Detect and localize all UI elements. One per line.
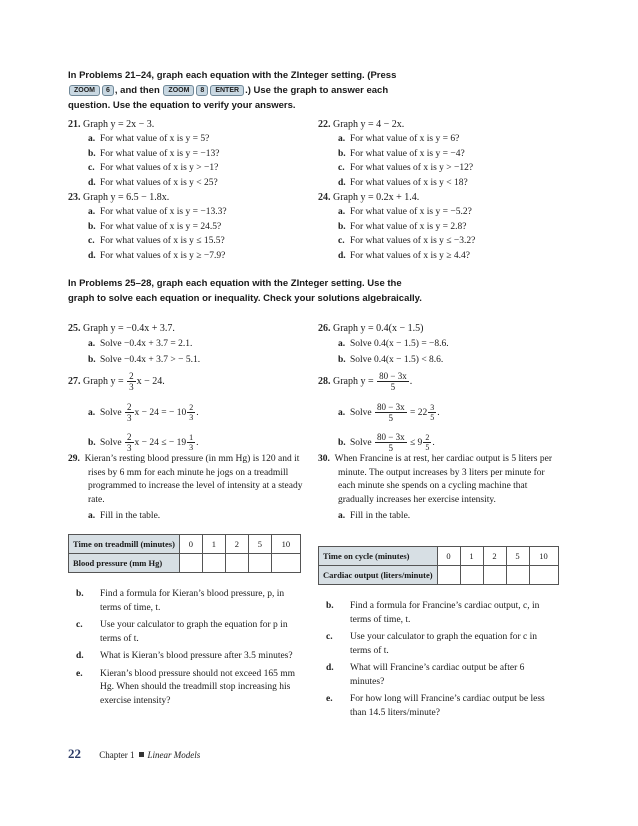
table-cell-blank	[248, 554, 271, 573]
problem-number: 24.	[318, 192, 331, 203]
part-letter: b.	[88, 148, 96, 159]
part-text-mid: x − 24 = − 10	[134, 408, 187, 418]
table-cell: 10	[529, 547, 558, 566]
numerator: 2	[127, 432, 132, 443]
table-cell-blank	[179, 554, 202, 573]
page-number: 22	[68, 746, 81, 761]
part-letter: e.	[76, 668, 83, 679]
problem-number: 28.	[318, 376, 331, 387]
denominator: 5	[390, 382, 396, 393]
problem-text: Graph y = 2x − 3.	[83, 119, 155, 130]
problem-number: 27.	[68, 376, 81, 387]
part-letter: a.	[338, 511, 346, 521]
table-cell-blank	[202, 554, 225, 573]
problem-29	[68, 453, 304, 524]
part-text: For what values of x is y > −12?	[350, 163, 474, 173]
numerator: 2	[189, 403, 194, 413]
part-text: For what values of x is y ≥ −7.9?	[100, 250, 226, 261]
problem-29-parts	[68, 588, 304, 708]
problem-number: 23.	[68, 192, 81, 203]
denominator: 5	[388, 443, 394, 454]
part-text: Solve	[350, 438, 372, 448]
problem-21	[68, 118, 318, 190]
denominator: 3	[189, 413, 194, 423]
part-text: Find a formula for Kieran’s blood pressure, p, in terms of time, t.	[100, 589, 285, 613]
part-text-mid: ≤ 9	[409, 438, 423, 448]
part-text: For what values of x is y ≥ 4.4?	[350, 250, 470, 261]
numerator: 2	[129, 371, 134, 382]
table-cell-blank	[437, 566, 460, 585]
instructions-25-28: In Problems 25–28, graph each equation with the ZInteger setting. Use the graph to solve each equation or inequality. Check your solutions algebraically.	[68, 278, 422, 304]
chapter-label: Chapter 1	[99, 750, 135, 760]
problem-number: 30.	[318, 454, 330, 464]
blood-pressure-table	[68, 534, 301, 573]
table-cell-blank	[483, 566, 506, 585]
fraction	[187, 403, 195, 422]
table-cell: 0	[437, 547, 460, 566]
part-letter: d.	[338, 250, 346, 261]
part-letter: a.	[338, 134, 346, 144]
part-letter: a.	[88, 408, 96, 418]
part-text: Fill in the table.	[100, 511, 161, 521]
part-letter: d.	[338, 177, 346, 188]
part-letter: b.	[76, 589, 84, 599]
part-text-mid: x − 24 ≤ − 19	[134, 438, 187, 448]
problem-number: 25.	[68, 323, 81, 334]
fraction	[125, 432, 134, 453]
part-letter: d.	[88, 250, 96, 261]
part-text: Fill in the table.	[350, 511, 411, 521]
part-text: For what value of x is y = −13.3?	[100, 207, 227, 217]
part-text: For what values of x is y > −1?	[100, 163, 219, 173]
part-letter: d.	[326, 663, 334, 673]
part-text: For what value of x is y = 5?	[100, 134, 210, 144]
problem-26	[318, 322, 568, 368]
part-letter: b.	[338, 148, 346, 159]
numerator: 80 − 3x	[379, 371, 407, 382]
table-cell-blank	[460, 566, 483, 585]
numerator: 80 − 3x	[377, 432, 405, 443]
problem-24	[318, 191, 568, 263]
table-cell: 1	[202, 535, 225, 554]
part-letter: b.	[338, 438, 346, 448]
part-text-end: .	[437, 408, 440, 418]
part-letter: c.	[338, 236, 345, 246]
problem-number: 29.	[68, 454, 80, 464]
fraction	[423, 433, 431, 452]
fraction	[375, 432, 407, 453]
numerator: 2	[425, 433, 430, 443]
part-letter: c.	[76, 620, 83, 630]
part-text: Solve −0.4x + 3.7 > − 5.1.	[100, 355, 201, 365]
part-text: Solve 0.4(x − 1.5) < 8.6.	[350, 355, 444, 365]
numerator: 80 − 3x	[377, 402, 405, 413]
part-text: Solve	[350, 408, 372, 418]
denominator: 5	[425, 443, 430, 453]
table-cell: 0	[179, 535, 202, 554]
table-cell: 5	[506, 547, 529, 566]
part-letter: c.	[338, 163, 345, 173]
part-text: Kieran’s blood pressure should not exceed 165 mm Hg. When should the treadmill stop increasing his exercise intensity?	[100, 668, 295, 706]
problem-text-tail: .	[409, 376, 413, 387]
table-cell-blank	[271, 554, 300, 573]
part-letter: a.	[338, 408, 346, 418]
problem-25	[68, 322, 318, 368]
problem-text: Graph y =	[333, 376, 374, 387]
table-cell: 2	[483, 547, 506, 566]
problem-text-tail: x − 24.	[136, 376, 165, 387]
part-letter: a.	[88, 339, 96, 349]
part-letter: b.	[88, 438, 96, 448]
square-bullet-icon	[139, 752, 144, 757]
problem-28	[318, 370, 568, 456]
denominator: 5	[430, 413, 435, 423]
part-letter: b.	[88, 355, 96, 365]
fraction	[127, 371, 136, 392]
part-text: Solve	[100, 408, 122, 418]
denominator: 3	[127, 413, 132, 424]
part-letter: a.	[88, 511, 96, 521]
table-header-blood-pressure: Blood pressure (mm Hg)	[69, 554, 180, 573]
problem-text: Graph y = 0.2x + 1.4.	[333, 192, 420, 203]
table-cell-blank	[529, 566, 558, 585]
part-letter: a.	[338, 207, 346, 217]
table-cell: 10	[271, 535, 300, 554]
part-letter: d.	[76, 651, 84, 661]
part-text: For what value of x is y = −4?	[350, 148, 465, 159]
part-text: Use your calculator to graph the equation for p in terms of t.	[100, 620, 288, 644]
problems-right-22-24	[318, 118, 568, 263]
part-text: What is Kieran’s blood pressure after 3.5 minutes?	[100, 651, 293, 661]
part-letter: b.	[88, 221, 96, 232]
part-text: For how long will Francine’s cardiac output be less than 14.5 liters/minute?	[350, 694, 545, 718]
fraction	[375, 402, 407, 423]
part-letter: a.	[338, 339, 346, 349]
part-text: For what values of x is y ≤ −3.2?	[350, 236, 476, 246]
table-header-time: Time on treadmill (minutes)	[69, 535, 180, 554]
part-letter: a.	[88, 134, 96, 144]
table-cell: 1	[460, 547, 483, 566]
fraction	[125, 402, 134, 423]
part-letter: d.	[88, 177, 96, 188]
problem-text: Graph y = 0.4(x − 1.5)	[333, 323, 424, 334]
denominator: 3	[189, 443, 194, 453]
numerator: 2	[127, 402, 132, 413]
part-letter: c.	[88, 163, 95, 173]
problem-number: 26.	[318, 323, 331, 334]
zoom-key: ZOOM	[69, 85, 100, 96]
part-letter: c.	[88, 236, 95, 246]
zoom-key-2: ZOOM	[163, 85, 194, 96]
problem-22	[318, 118, 568, 190]
problem-text: Graph y = 4 − 2x.	[333, 119, 405, 130]
table-cell: 5	[248, 535, 271, 554]
problem-number: 22.	[318, 119, 331, 130]
part-text: For what value of x is y = −5.2?	[350, 207, 472, 217]
key-8: 8	[196, 85, 208, 96]
part-text: For what values of x is y < 25?	[100, 177, 218, 188]
part-text: What will Francine’s cardiac output be after 6 minutes?	[350, 663, 525, 687]
table-cell-blank	[225, 554, 248, 573]
denominator: 5	[388, 413, 394, 424]
part-text-mid: = 22	[409, 408, 428, 418]
table-header-time: Time on cycle (minutes)	[319, 547, 438, 566]
problem-text: When Francine is at rest, her cardiac output is 5 liters per minute. The output increases by 3 liters per minute for each minute she spends on a cycling machine that gradually increases her exercise intensity.	[334, 454, 552, 505]
page-footer	[68, 746, 200, 762]
problem-text: Graph y =	[83, 376, 124, 387]
problem-27	[68, 370, 318, 456]
part-text: For what value of x is y = −13?	[100, 148, 220, 159]
problem-30	[318, 453, 558, 524]
part-letter: b.	[326, 601, 334, 611]
instructions-text-b: .) Use the graph to answer each question. Use the equation to verify your answers.	[68, 85, 389, 111]
key-6: 6	[102, 85, 114, 96]
fraction	[377, 371, 409, 392]
part-text: For what values of x is y < 18?	[350, 177, 468, 188]
problem-number: 21.	[68, 119, 81, 130]
fraction	[187, 433, 195, 452]
part-letter: a.	[88, 207, 96, 217]
instructions-text-a: In Problems 21–24, graph each equation with the ZInteger setting. (Press	[68, 70, 397, 81]
problem-30-parts	[318, 600, 558, 720]
part-text: For what value of x is y = 6?	[350, 134, 460, 144]
part-letter: b.	[338, 221, 346, 232]
part-text: Solve −0.4x + 3.7 = 2.1.	[100, 339, 193, 349]
table-header-cardiac-output: Cardiac output (liters/minute)	[319, 566, 438, 585]
enter-key: ENTER	[210, 85, 244, 96]
part-letter: c.	[326, 632, 333, 642]
instructions-21-24	[68, 68, 428, 113]
problem-text: Graph y = 6.5 − 1.8x.	[83, 192, 170, 203]
part-text-end: .	[432, 438, 435, 448]
part-text: Use your calculator to graph the equation for c in terms of t.	[350, 632, 538, 656]
chapter-title: Linear Models	[147, 750, 201, 760]
instructions-comma: , and then	[114, 85, 160, 96]
problem-23	[68, 191, 318, 263]
part-text: For what value of x is y = 2.8?	[350, 221, 467, 232]
table-cell-blank	[506, 566, 529, 585]
problem-text: Kieran’s resting blood pressure (in mm Hg) is 120 and it rises by 6 mm for each minute he jogs on a treadmill programmed to increase the level of intensity at a steady rate.	[84, 454, 303, 505]
part-text: Solve	[100, 438, 122, 448]
part-letter: e.	[326, 694, 333, 704]
numerator: 1	[189, 433, 194, 443]
denominator: 3	[127, 443, 132, 454]
fraction	[428, 403, 436, 422]
problem-text: Graph y = −0.4x + 3.7.	[83, 323, 175, 334]
table-cell: 2	[225, 535, 248, 554]
part-text: Solve 0.4(x − 1.5) = −8.6.	[350, 339, 449, 349]
part-text-end: .	[196, 438, 199, 448]
problems-left-21-23	[68, 118, 318, 263]
part-text-end: .	[196, 408, 199, 418]
part-text: For what value of x is y = 24.5?	[100, 221, 222, 232]
cardiac-output-table	[318, 546, 559, 585]
denominator: 3	[129, 382, 134, 393]
part-text: For what values of x is y ≤ 15.5?	[100, 236, 225, 246]
numerator: 3	[430, 403, 435, 413]
part-text: Find a formula for Francine’s cardiac output, c, in terms of time, t.	[350, 601, 540, 625]
part-letter: b.	[338, 355, 346, 365]
